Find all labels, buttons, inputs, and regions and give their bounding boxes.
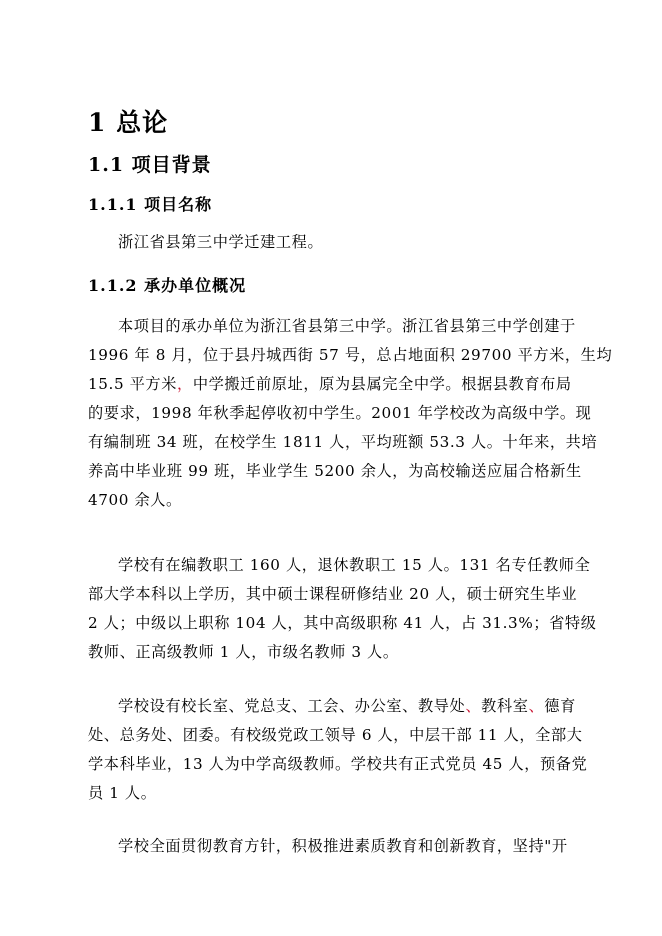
- text-fragment: 德育: [544, 697, 576, 715]
- paragraph-line: 有编制班 34 班，在校学生 1811 人，平均班额 53.3 人。十年来，共培: [88, 433, 598, 451]
- paragraph-departments: [88, 692, 588, 808]
- paragraph-education-policy: [88, 832, 578, 861]
- paragraph-line: 员 1 人。: [88, 784, 157, 802]
- paragraph-staff: [88, 551, 597, 667]
- chapter-title: 1 总论: [88, 108, 169, 137]
- paragraph-line: [88, 370, 578, 399]
- paragraph-line: 2 人；中级以上职称 104 人，其中高级职称 41 人，占 31.3%；省特级: [88, 614, 597, 632]
- paragraph-line: 教师、正高级教师 1 人，市级名教师 3 人。: [88, 643, 399, 661]
- highlighted-separator: 、: [528, 697, 545, 715]
- paragraph-line: 4700 余人。: [88, 491, 182, 509]
- subsection-title-organizer: 1.1.2 承办单位概况: [88, 276, 247, 295]
- project-name-text: 浙江省县第三中学迁建工程。: [118, 233, 324, 251]
- text-fragment: 15.5 平方米: [88, 375, 178, 393]
- paragraph-organizer-overview: [88, 312, 613, 515]
- paragraph-line: 学校全面贯彻教育方针，积极推进素质教育和创新教育，坚持"开: [118, 837, 568, 855]
- text-fragment: 教科室: [481, 697, 529, 715]
- highlighted-separator: 、: [465, 697, 482, 715]
- paragraph-line: 的要求，1998 年秋季起停收初中学生。2001 年学校改为高级中学。现: [88, 404, 592, 422]
- paragraph-line: 本项目的承办单位为浙江省县第三中学。浙江省县第三中学创建于: [118, 317, 576, 335]
- paragraph-line: 学校有在编教职工 160 人，退休教职工 15 人。131 名专任教师全: [118, 556, 591, 574]
- highlighted-comma: ，: [177, 375, 193, 393]
- text-fragment: 中学搬迁前原址，原为县属完全中学。根据县教育布局: [192, 375, 572, 393]
- paragraph-line: 部大学本科以上学历，其中硕士课程研修结业 20 人，硕士研究生毕业: [88, 585, 578, 603]
- paragraph-line: 处、总务处、团委。有校级党政工领导 6 人，中层干部 11 人，全部大: [88, 726, 583, 744]
- section-title: 1.1 项目背景: [88, 154, 212, 176]
- text-fragment: 学校设有校长室、党总支、工会、办公室、教导处: [118, 697, 466, 715]
- project-name-paragraph: [88, 228, 578, 257]
- paragraph-line: 1996 年 8 月，位于县丹城西街 57 号，总占地面积 29700 平方米，生均: [88, 346, 613, 364]
- subsection-title-project-name: 1.1.1 项目名称: [88, 195, 213, 214]
- paragraph-line: [88, 692, 578, 721]
- paragraph-line: 学本科毕业，13 人为中学高级教师。学校共有正式党员 45 人，预备党: [88, 755, 588, 773]
- paragraph-line: 养高中毕业班 99 班，毕业学生 5200 余人，为高校输送应届合格新生: [88, 462, 582, 480]
